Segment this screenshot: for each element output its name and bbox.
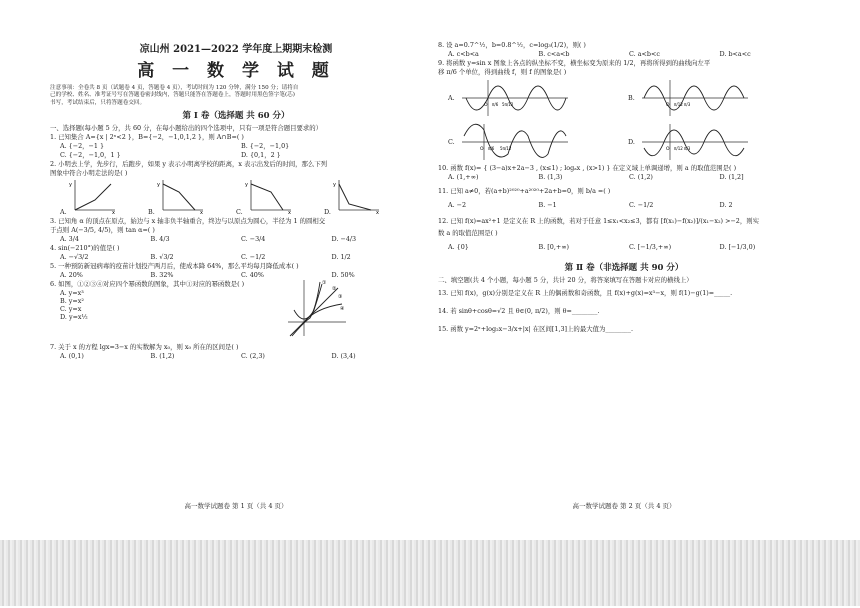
- exam-header: 凉山州 2021—2022 学年度上期期末检测: [139, 44, 333, 55]
- q2-graph-a: [60, 178, 148, 216]
- sine-graph: [460, 122, 570, 162]
- option: D. b<a<c: [719, 50, 751, 58]
- option: B. √3/2: [150, 253, 174, 262]
- tick-label: 5π/12: [502, 102, 514, 107]
- question-12: 12. 已知 f(x)=ax²+1 是定义在 R 上的函数，若对于任意 1≤x₁<x₂≤3，都有 [f(x₁)−f(x₂)]/(x₁−x₂) >−2，则实: [438, 217, 760, 225]
- q12-options: [448, 243, 810, 251]
- q3-options: [60, 235, 422, 243]
- q9-graph-c: [448, 122, 628, 162]
- option: D. y=x½: [60, 313, 88, 322]
- option: C. [−1/3,+∞): [629, 243, 672, 251]
- option-label: B.: [148, 208, 155, 217]
- option: B. −1: [538, 201, 557, 209]
- question-2-cont: 图象中符合小明走法的是( ): [50, 169, 128, 178]
- option: C. −1/2: [629, 201, 654, 209]
- option: B. [0,+∞): [538, 243, 570, 251]
- option: D. (3,4): [331, 352, 356, 361]
- y-axis-label: y: [332, 182, 336, 189]
- option-label: B.: [628, 94, 635, 102]
- option: B. y=x²: [60, 297, 84, 306]
- curve-mark: ①: [322, 280, 327, 287]
- option: C. (1,2): [629, 173, 653, 181]
- x-axis-label: x: [199, 210, 203, 215]
- q7-options: [60, 352, 422, 360]
- q1-options: [60, 142, 422, 150]
- option-label: A.: [60, 208, 67, 217]
- option: A. {−2，−1 }: [60, 142, 105, 151]
- option: D. {0,1，2 }: [241, 151, 281, 160]
- exam-page-1: [50, 40, 422, 510]
- x-axis-label: x: [375, 210, 379, 215]
- tick-label: π/12: [674, 102, 683, 107]
- section-2-desc: 二、填空题(共 4 个小题，每小题 5 分，共计 20 分，将答案填写在答题卡对应的横线上）: [438, 275, 693, 284]
- option-label: A.: [448, 94, 455, 102]
- question-9-cont: 移 π/6 个单位，得到曲线 f，则 f 的图象是( ): [438, 68, 567, 76]
- tick-label: π/3: [684, 102, 691, 107]
- x-axis-label: x: [111, 210, 115, 215]
- option: B. (1,2): [150, 352, 175, 361]
- option-label: D.: [324, 208, 331, 217]
- option: D. 2: [719, 201, 733, 209]
- origin-label: O: [484, 103, 488, 108]
- question-13: 13. 已知 f(x)，g(x)分别是定义在 R 上的偶函数和奇函数，且 f(x)+g(x)=x³−x，则 f(1)−g(1)=_____.: [438, 288, 733, 297]
- q8-options: [448, 50, 810, 58]
- scan-noise-band: [0, 582, 860, 606]
- q11-options: [448, 201, 810, 209]
- option: D. (1,2]: [719, 173, 744, 181]
- option: B. 32%: [150, 271, 174, 280]
- q6-options: [60, 289, 422, 321]
- option: C. a<b<c: [629, 50, 660, 58]
- question-6: 6. 如图，①②③④对应四个幂函数的图象，其中①对应的幂函数是( ): [50, 280, 245, 289]
- exam-title: 高 一 数 学 试 题: [137, 60, 335, 81]
- question-9: 9. 将函数 y=sin x 图象上各点的纵坐标不变，横坐标变为原来的 1/2，再将所得到的曲线向左平: [438, 59, 711, 67]
- sine-graph: [640, 78, 750, 118]
- section-1-title: 第 Ⅰ 卷（选择题 共 60 分）: [182, 111, 290, 122]
- tick-label: π/3: [684, 146, 691, 151]
- section-2-title: 第 Ⅱ 卷（非选择题 共 90 分）: [564, 263, 684, 273]
- option: C. (2,3): [241, 352, 265, 361]
- question-10: 10. 函数 f(x)= { (3−a)x+2a−3 , (x≤1) ; logₐx , (x>1) } 在定义域上单调递增，则 a 的取值范围是( ): [438, 164, 737, 172]
- notice-line: 己的学校、姓名、准考证号写在答题卷密封线内，答题只能答在答题卷上，答题时用黑色签字笔(芯): [50, 92, 295, 99]
- option: D. [−1/3,0): [719, 243, 756, 251]
- question-4: 4. sin(−210°)的值是( ): [50, 244, 120, 253]
- curve-mark: ④: [340, 306, 345, 313]
- option: A. 3/4: [60, 235, 79, 244]
- page-footer: 高一数学试题卷 第 1 页（共 4 页）: [184, 501, 288, 510]
- option: C. y=x: [60, 305, 82, 314]
- question-3-cont: 于点则 A(−3/5, 4/5)，则 tan α=( ): [50, 226, 155, 235]
- sine-graph: [460, 78, 570, 118]
- option-label: C.: [236, 208, 243, 217]
- distance-time-graph: [333, 178, 381, 214]
- option: C. {−2，−1,0，1 }: [60, 151, 121, 160]
- option: A. y=x³: [60, 289, 84, 298]
- option: C. 40%: [241, 271, 264, 280]
- section-1-desc: 一、选择题(每小题 5 分，共 60 分，在每小题给出的四个选项中，只有一项是符合题目要求的）: [50, 124, 323, 133]
- option-label: D.: [628, 138, 635, 146]
- curve-mark: ③: [338, 294, 343, 301]
- question-5: 5. 一种预防新冠病毒的疫苗计划投产两月后，使成本降 64%，那么平均每月降低成本( ): [50, 262, 299, 271]
- q2-graph-d: [324, 178, 412, 216]
- option: B. 4/3: [150, 235, 170, 244]
- q5-options: [60, 271, 422, 279]
- origin-label: O: [480, 147, 484, 152]
- option: D. 50%: [331, 271, 355, 280]
- question-8: 8. 设 a=0.7^½，b=0.8^½，c=log₃(1/2)，则( ): [438, 41, 586, 49]
- x-axis-label: x: [287, 210, 291, 215]
- option: C. −1/2: [241, 253, 266, 262]
- notice-line: 注意事项：全卷共 8 页（试题卷 4 页，答题卷 4 页），考试时间为 120 分钟，满分 150 分；请将自: [50, 84, 299, 91]
- q1-options: [60, 151, 422, 159]
- tick-label: π/12: [674, 146, 683, 151]
- distance-time-graph: [69, 178, 117, 214]
- tick-label: π/6: [488, 146, 495, 151]
- scan-noise-band: [0, 540, 860, 584]
- q2-graphs: [60, 178, 422, 216]
- option: A. {0}: [448, 243, 469, 251]
- question-6-block: [50, 280, 422, 342]
- origin-label: O: [666, 147, 670, 152]
- option: A. 20%: [60, 271, 83, 280]
- question-1: 1. 已知集合 A={x | 2ˣ<2 }，B={−2，−1,0,1,2 }，则 A∩B=( ): [50, 133, 244, 142]
- option: B. {−2，−1,0}: [241, 142, 290, 151]
- option: D. −4/3: [331, 235, 357, 244]
- page-footer: 高一数学试题卷 第 2 页（共 4 页）: [572, 501, 676, 510]
- q9-graph-b: [628, 78, 808, 118]
- q2-graph-c: [236, 178, 324, 216]
- sine-graph: [640, 122, 750, 162]
- option-label: C.: [448, 138, 455, 146]
- y-axis-label: y: [244, 182, 248, 189]
- q4-options: [60, 253, 422, 261]
- option: A. (1,+∞): [448, 173, 479, 181]
- tick-label: 5π/12: [500, 146, 512, 151]
- option: C. −3/4: [241, 235, 266, 244]
- q2-graph-b: [148, 178, 236, 216]
- notice-line: 书写，考试结束后，只将答题卷交回。: [50, 99, 146, 106]
- power-function-graph: [286, 278, 348, 338]
- question-3: 3. 已知角 α 的顶点在原点，始边与 x 轴非负半轴重合，终边与以原点为圆心，半径为 1 的圆相交: [50, 217, 326, 226]
- option: A. c<b<a: [448, 50, 479, 58]
- tick-label: π/6: [492, 102, 499, 107]
- q9-graph-a: [448, 78, 628, 118]
- question-11: 11. 已知 a≠0，若(a+b)²⁰²⁰+a²⁰²⁰+2a+b=0，则 b/a =( ): [438, 187, 611, 195]
- question-14: 14. 若 sinθ+cosθ=√2 且 θ∈(0, π/2)，则 θ=________.: [438, 306, 600, 315]
- question-7: 7. 关于 x 的方程 lgx=3−x 的实数解为 x₀，则 x₀ 所在的区间是( ): [50, 343, 239, 352]
- q10-options: [448, 173, 810, 181]
- distance-time-graph: [157, 178, 205, 214]
- option: A. −2: [448, 201, 467, 209]
- question-2: 2. 小明去上学，先步行，后跑步，如果 y 表示小明离学校的距离，x 表示出发后的时间，那么下列: [50, 160, 328, 169]
- question-12-cont: 数 a 的取值范围是( ): [438, 229, 498, 237]
- option: B. (1,3): [538, 173, 563, 181]
- option: A. −√3/2: [60, 253, 89, 262]
- exam-page-2: [438, 40, 810, 510]
- y-axis-label: y: [68, 182, 72, 189]
- q9-graph-d: [628, 122, 808, 162]
- option: D. 1/2: [331, 253, 351, 262]
- distance-time-graph: [245, 178, 293, 214]
- y-axis-label: y: [156, 182, 160, 189]
- option: A. (0,1): [60, 352, 84, 361]
- q9-graphs: [448, 78, 810, 162]
- notice: [50, 85, 422, 108]
- option: B. c<a<b: [538, 50, 570, 58]
- curve-mark: ②: [332, 286, 337, 293]
- question-15: 15. 函数 y=2ˣ+log₂x−3/x+|x| 在区间[1,3]上的最大值为________.: [438, 324, 633, 333]
- origin-label: O: [666, 103, 670, 108]
